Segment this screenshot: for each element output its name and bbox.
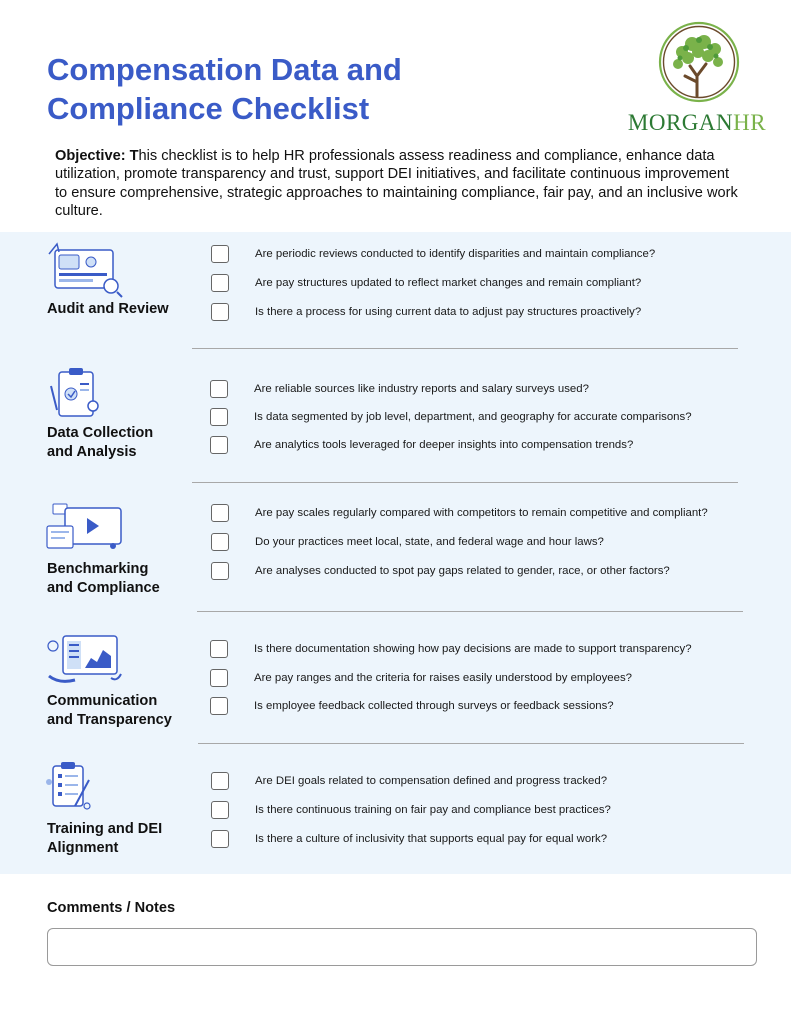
- objective-paragraph: [55, 147, 745, 220]
- checkbox[interactable]: [210, 380, 228, 398]
- checkbox[interactable]: [211, 274, 229, 292]
- checklist-item: [211, 770, 608, 792]
- checklist-item: [210, 434, 634, 456]
- section-title-line2: and Transparency: [47, 712, 172, 728]
- section-title-line1: Training and DEI: [47, 821, 163, 837]
- question-text: Are analyses conducted to spot pay gaps related to gender, race, or other factors?: [255, 565, 670, 577]
- question-text: Is there documentation showing how pay decisions are made to support transparency?: [254, 643, 692, 655]
- page-title-line2: Compliance Checklist: [47, 91, 370, 126]
- section-divider: [192, 348, 738, 349]
- question-text: Are pay scales regularly compared with competitors to remain competitive and compliant?: [255, 507, 708, 519]
- checklist-item: [210, 695, 614, 717]
- checklist-clipboard-icon: [45, 760, 123, 816]
- checkbox[interactable]: [210, 640, 228, 658]
- checklist-item: [211, 502, 708, 524]
- checklist-item: [210, 667, 632, 689]
- comments-textarea[interactable]: [47, 928, 757, 966]
- question-text: Are reliable sources like industry reports and salary surveys used?: [254, 383, 589, 395]
- checklist-item: [211, 243, 656, 265]
- question-text: Are pay ranges and the criteria for raises easily understood by employees?: [254, 672, 632, 684]
- logo-word-morgan: MORGAN: [627, 110, 734, 135]
- question-text: Are DEI goals related to compensation defined and progress tracked?: [255, 775, 608, 787]
- objective-text: his checklist is to help HR professionals assess readiness and compliance, enhance data utilization, promote transparency and trust, support DEI initiatives, and facilitate continuous improvement to ensure comprehensive, strategic approaches to maintaining compliance, fair pay, and an inclusive work culture.: [55, 148, 738, 219]
- company-logo: [622, 18, 772, 136]
- section-title: [47, 820, 197, 858]
- checkbox[interactable]: [211, 801, 229, 819]
- video-screen-icon: [45, 500, 123, 556]
- section-divider: [192, 482, 738, 483]
- checkbox[interactable]: [210, 408, 228, 426]
- question-text: Is there a culture of inclusivity that supports equal pay for equal work?: [255, 833, 608, 845]
- section-title-line1: Data Collection: [47, 425, 154, 441]
- question-text: Are pay structures updated to reflect market changes and remain compliant?: [255, 277, 642, 289]
- section-title-line1: Communication: [47, 693, 158, 709]
- section-title: [47, 300, 197, 319]
- section-title-line1: Audit and Review: [47, 301, 169, 317]
- page-title-line1: Compensation Data and: [47, 52, 402, 87]
- clipboard-analysis-icon: [45, 366, 123, 422]
- checkbox[interactable]: [211, 830, 229, 848]
- checkbox[interactable]: [211, 303, 229, 321]
- question-text: Is employee feedback collected through surveys or feedback sessions?: [254, 700, 614, 712]
- page-title: [47, 50, 402, 128]
- checklist-item: [211, 560, 670, 582]
- question-text: Is there continuous training on fair pay and compliance best practices?: [255, 804, 611, 816]
- comments-label: Comments / Notes: [47, 900, 176, 916]
- checkbox[interactable]: [210, 697, 228, 715]
- objective-label: Objective: T: [55, 148, 139, 164]
- checkbox[interactable]: [211, 533, 229, 551]
- section-title-line2: and Analysis: [47, 444, 137, 460]
- section-title-line2: Alignment: [47, 840, 119, 856]
- section-title: [47, 560, 197, 598]
- analytics-screen-icon: [45, 632, 123, 688]
- section-divider: [197, 611, 743, 612]
- checklist-item: [210, 638, 692, 660]
- logo-wordmark: [622, 110, 772, 136]
- tree-logo-icon: [622, 18, 772, 110]
- section-divider: [198, 743, 744, 744]
- question-text: Do your practices meet local, state, and federal wage and hour laws?: [255, 536, 604, 548]
- checklist-item: [211, 272, 642, 294]
- checklist-item: [211, 531, 604, 553]
- question-text: Is data segmented by job level, department, and geography for accurate comparisons?: [254, 411, 692, 423]
- section-title: [47, 424, 197, 462]
- question-text: Is there a process for using current data to adjust pay structures proactively?: [255, 306, 642, 318]
- checkbox[interactable]: [211, 772, 229, 790]
- checkbox[interactable]: [211, 562, 229, 580]
- audit-dashboard-icon: [45, 242, 123, 298]
- checkbox[interactable]: [210, 436, 228, 454]
- logo-word-hr: HR: [733, 110, 767, 135]
- question-text: Are analytics tools leveraged for deeper insights into compensation trends?: [254, 439, 634, 451]
- checklist-item: [210, 378, 589, 400]
- checklist-item: [211, 799, 611, 821]
- section-title-line1: Benchmarking: [47, 561, 149, 577]
- checkbox[interactable]: [211, 504, 229, 522]
- checklist-item: [211, 301, 642, 323]
- checklist-item: [210, 406, 692, 428]
- checkbox[interactable]: [210, 669, 228, 687]
- section-title-line2: and Compliance: [47, 580, 160, 596]
- section-title: [47, 692, 197, 730]
- question-text: Are periodic reviews conducted to identify disparities and maintain compliance?: [255, 248, 656, 260]
- checkbox[interactable]: [211, 245, 229, 263]
- checklist-item: [211, 828, 608, 850]
